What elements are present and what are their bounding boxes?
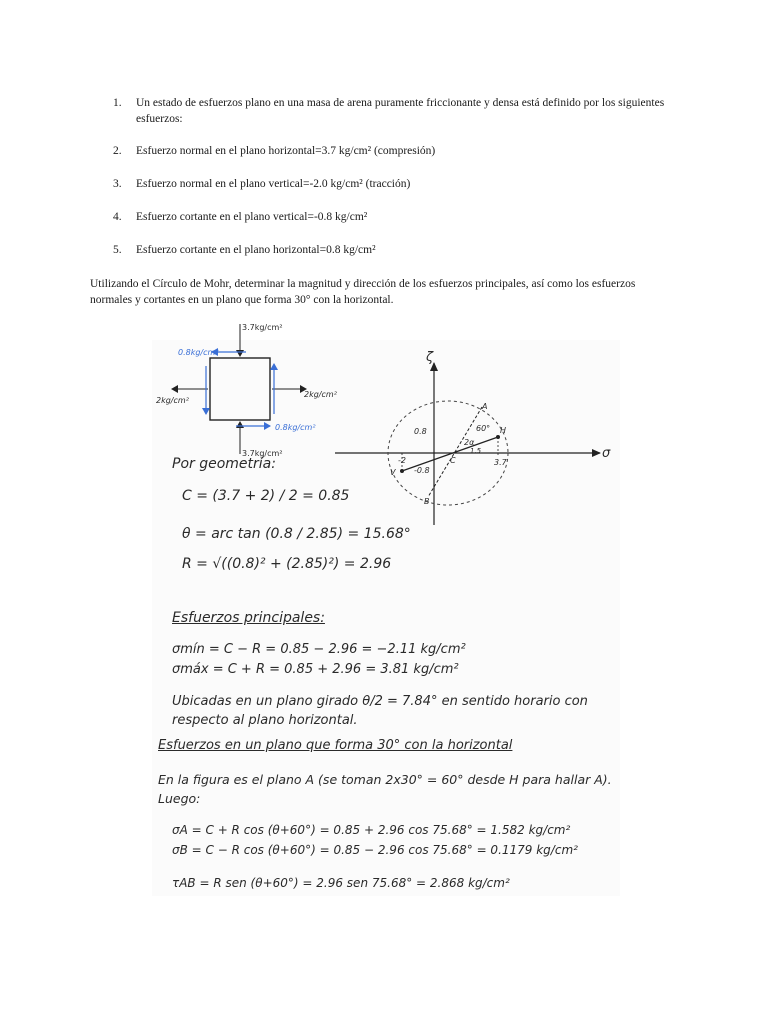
principal-title: Esfuerzos principales: xyxy=(172,610,325,626)
mohr-point-c: C xyxy=(450,456,456,465)
sigma-a-equation: σA = C + R cos (θ+60°) = 0.85 + 2.96 cos 75.68° = 1.582 kg/cm² xyxy=(172,823,571,837)
element-shear-label-bottom: 0.8kg/cm² xyxy=(275,423,316,432)
sigma-b-equation: σB = C − R cos (θ+60°) = 0.85 − 2.96 cos 75.68° = 0.1179 kg/cm² xyxy=(172,843,578,857)
mohr-point-a: A xyxy=(482,402,488,411)
mohr-label-m08: -0.8 xyxy=(414,466,430,475)
tau-ab-equation: τAB = R sen (θ+60°) = 2.96 sen 75.68° = 2.868 kg/cm² xyxy=(172,876,510,890)
element-shear-label-top: 0.8kg/cm² xyxy=(178,348,219,357)
item-number-2: 2. xyxy=(113,145,122,157)
item-text-4: Esfuerzo cortante en el plano vertical=-0.8 kg/cm² xyxy=(136,211,368,223)
mohr-point-b: B xyxy=(424,497,430,506)
mohr-angle-60: 60° xyxy=(476,424,491,433)
plane-text-2: Luego: xyxy=(158,791,201,806)
item-number-1: 1. xyxy=(113,97,122,109)
question-paragraph: Utilizando el Círculo de Mohr, determinar la magnitud y dirección de los esfuerzos principales, así como los esfuerzos normales y cortantes en un plano que forma 30° con la horizontal. xyxy=(90,278,636,306)
sigma-max-equation: σmáx = C + R = 0.85 + 2.96 = 3.81 kg/cm² xyxy=(172,662,459,677)
plane-text-1: En la figura es el plano A (se toman 2x30° = 60° desde H para hallar A). xyxy=(158,772,612,787)
item-number-3: 3. xyxy=(113,178,122,190)
geometry-title: Por geometría: xyxy=(172,456,276,472)
r-equation: R = √((0.8)² + (2.85)²) = 2.96 xyxy=(182,556,392,572)
item-text-3: Esfuerzo normal en el plano vertical=-2.0 kg/cm² (tracción) xyxy=(136,178,411,190)
element-label-bottom: 3.7kg/cm² xyxy=(242,449,283,458)
mohr-circle-diagram xyxy=(330,345,620,530)
mohr-point-h: H xyxy=(500,426,507,435)
mohr-label-08: 0.8 xyxy=(414,427,427,436)
element-label-top: 3.7kg/cm² xyxy=(242,323,283,332)
mohr-angle-2a: 2α xyxy=(464,438,475,447)
mohr-angle-d: 1.5 xyxy=(470,447,482,455)
item-number-5: 5. xyxy=(113,244,122,256)
theta-equation: θ = arc tan (0.8 / 2.85) = 15.68° xyxy=(182,526,411,542)
plane-title: Esfuerzos en un plano que forma 30° con la horizontal xyxy=(158,738,513,753)
sigma-min-equation: σmín = C − R = 0.85 − 2.96 = −2.11 kg/cm² xyxy=(172,642,466,657)
c-equation: C = (3.7 + 2) / 2 = 0.85 xyxy=(182,488,350,504)
mohr-label-37: 3.7 xyxy=(494,458,507,467)
mohr-label-m2: -2 xyxy=(398,456,406,465)
item-text-1: Un estado de esfuerzos plano en una masa de arena puramente friccionante y densa está definido por los siguientes esfuerzos: xyxy=(136,97,665,125)
item-text-5: Esfuerzo cortante en el plano horizontal=0.8 kg/cm² xyxy=(136,244,376,256)
mohr-tau-axis: ζ xyxy=(426,350,434,365)
element-label-left: 2kg/cm² xyxy=(156,396,189,405)
item-text-2: Esfuerzo normal en el plano horizontal=3.7 kg/cm² (compresión) xyxy=(136,145,436,157)
location-line-1: Ubicadas en un plano girado θ/2 = 7.84° en sentido horario con xyxy=(172,694,588,709)
mohr-sigma-axis: σ xyxy=(602,446,611,461)
item-number-4: 4. xyxy=(113,211,122,223)
location-line-2: respecto al plano horizontal. xyxy=(172,713,358,728)
mohr-point-v: V xyxy=(390,468,396,477)
element-label-right: 2kg/cm² xyxy=(304,390,337,399)
